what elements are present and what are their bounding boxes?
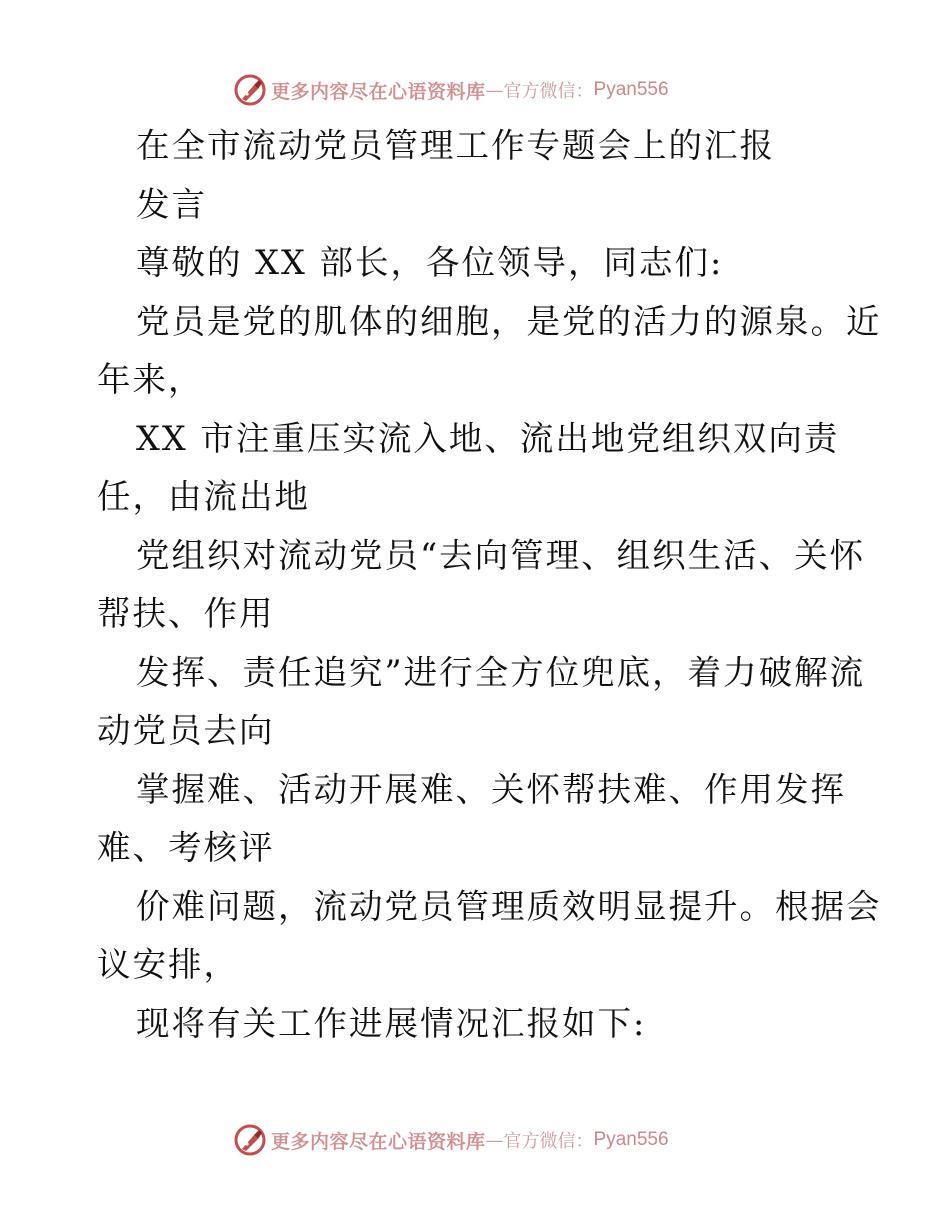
document-title-line-1: 在全市流动党员管理工作专题会上的汇报 [136,126,775,165]
paragraph-line: 价难问题，流动党员管理质效明显提升。根据会 [136,886,882,926]
paragraph-line: 党组织对流动党员“去向管理、组织生活、关怀 [136,535,866,575]
footer-watermark [233,1122,753,1158]
paragraph-line: 议安排， [97,945,239,984]
pen-logo-icon [233,73,267,107]
watermark-text: 更多内容尽在心语资料库 [271,1130,486,1153]
paragraph-line: 掌握难、活动开展难、关怀帮扶难、作用发挥 [136,769,846,809]
paragraph-line: XX 市注重压实流入地、流出地党组织双向责 [136,418,840,458]
paragraph-line: 难、考核评 [97,828,275,867]
watermark-dash: — [485,1129,504,1151]
paragraph-line: 党员是党的肌体的细胞，是党的活力的源泉。近 [136,301,882,341]
pen-logo-icon [233,1123,267,1157]
watermark-id: Pyan556 [593,1129,669,1150]
paragraph-line: 动党员去向 [97,711,275,750]
watermark-text: 更多内容尽在心语资料库 [271,80,486,103]
watermark-id: Pyan556 [593,79,669,100]
watermark-label: 官方微信： [503,1131,594,1152]
salutation: 尊敬的 XX 部长，各位领导，同志们: [136,243,724,282]
paragraph-line: 任，由流出地 [97,477,310,516]
document-body [97,117,882,1053]
document-title-line-2: 发言 [136,184,207,224]
watermark-dash: — [485,79,504,101]
header-watermark [233,72,753,108]
watermark-label: 官方微信： [503,81,594,102]
paragraph-line: 年来， [97,360,204,399]
paragraph-line: 帮扶、作用 [97,594,275,633]
closing-line: 现将有关工作进展情况汇报如下: [136,1003,647,1043]
paragraph-line: 发挥、责任追究”进行全方位兜底，着力破解流 [136,652,866,692]
